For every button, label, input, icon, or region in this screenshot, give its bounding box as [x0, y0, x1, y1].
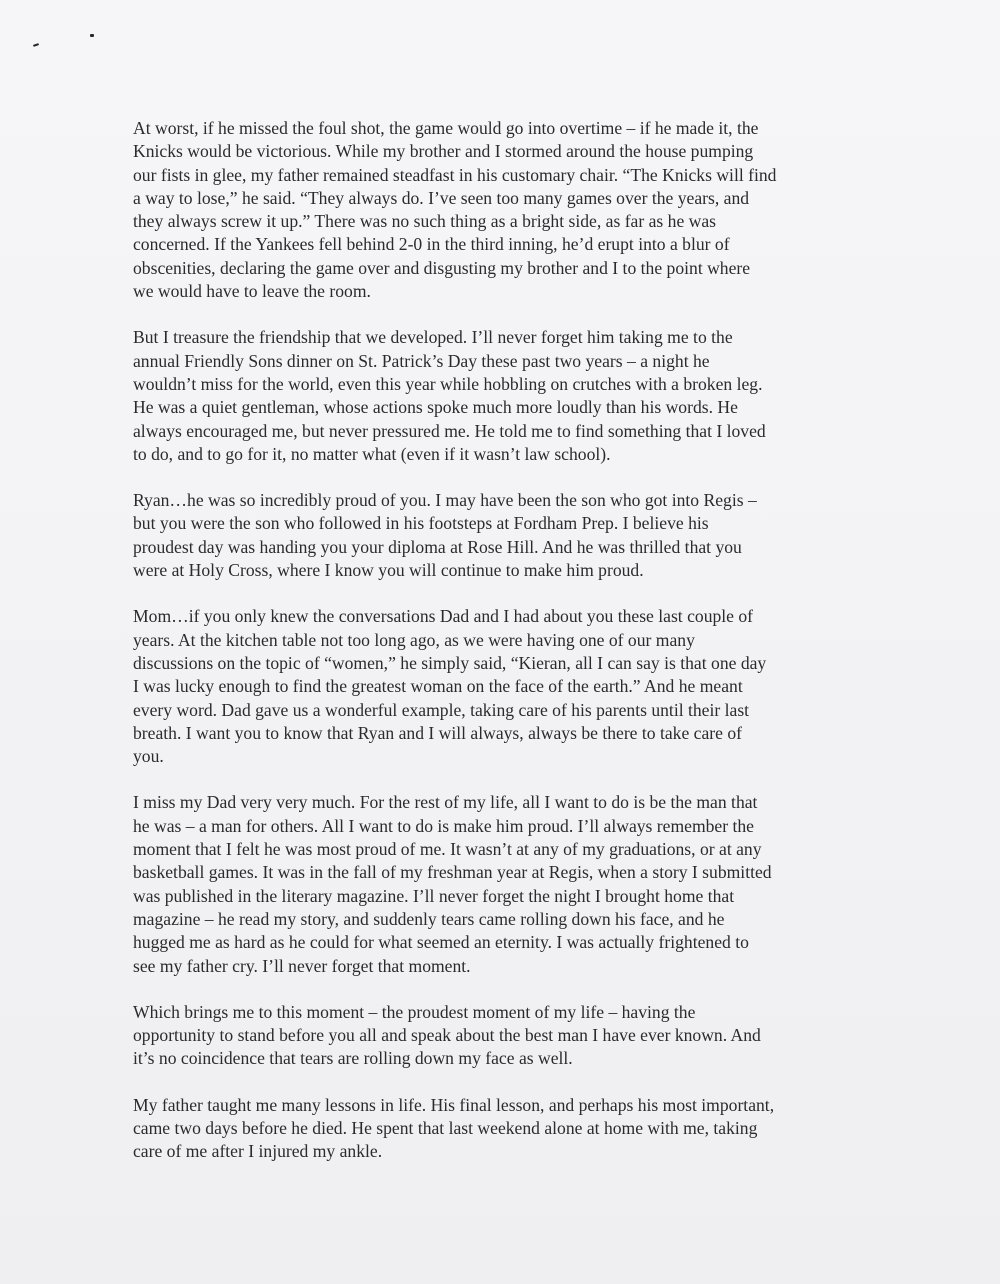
paragraph — [133, 489, 845, 582]
text-line: proudest day was handing you your diploma at Rose Hill. And he was thrilled that you — [133, 536, 742, 557]
paragraph — [133, 605, 845, 768]
text-line: came two days before he died. He spent that last weekend alone at home with me, taking — [133, 1117, 758, 1138]
text-line: annual Friendly Sons dinner on St. Patrick’s Day these past two years – a night he — [133, 350, 710, 371]
document-body — [133, 117, 845, 1164]
text-line: our fists in glee, my father remained steadfast in his customary chair. “The Knicks will find — [133, 164, 777, 185]
scan-speck — [90, 34, 94, 37]
text-line: opportunity to stand before you all and speak about the best man I have ever known. And — [133, 1025, 761, 1046]
text-line: Knicks would be victorious. While my brother and I stormed around the house pumping — [133, 141, 754, 162]
paragraph — [133, 1094, 845, 1164]
paragraph-spacer — [133, 768, 845, 791]
text-line: years. At the kitchen table not too long ago, as we were having one of our many — [133, 629, 695, 650]
text-line: moment that I felt he was most proud of me. It wasn’t at any of my graduations, or at any — [133, 839, 762, 860]
text-line: I miss my Dad very very much. For the rest of my life, all I want to do is be the man that — [133, 792, 758, 813]
text-line: he was – a man for others. All I want to do is make him proud. I’ll always remember the — [133, 815, 754, 836]
paragraph-spacer — [133, 1071, 845, 1094]
text-line: At worst, if he missed the foul shot, the game would go into overtime – if he made it, the — [133, 118, 759, 138]
text-line: we would have to leave the room. — [133, 281, 371, 302]
text-line: see my father cry. I’ll never forget that moment. — [133, 955, 471, 976]
text-line: My father taught me many lessons in life. His final lesson, and perhaps his most important, — [133, 1094, 775, 1115]
text-line: was published in the literary magazine. I’ll never forget the night I brought home that — [133, 885, 735, 906]
text-line: you. — [133, 746, 164, 767]
text-line: every word. Dad gave us a wonderful example, taking care of his parents until their last — [133, 699, 750, 720]
text-line: they always screw it up.” There was no such thing as a bright side, as far as he was — [133, 211, 717, 232]
text-line: But I treasure the friendship that we developed. I’ll never forget him taking me to the — [133, 327, 733, 348]
text-line: discussions on the topic of “women,” he simply said, “Kieran, all I can say is that one day — [133, 652, 767, 673]
text-line: Mom…if you only knew the conversations Dad and I had about you these last couple of — [133, 606, 754, 627]
paragraph-spacer — [133, 582, 845, 605]
text-line: care of me after I injured my ankle. — [133, 1141, 383, 1162]
text-line: to do, and to go for it, no matter what (even if it wasn’t law school). — [133, 443, 611, 464]
paragraph-spacer — [133, 466, 845, 489]
paragraph — [133, 1001, 845, 1071]
text-line: were at Holy Cross, where I know you will continue to make him proud. — [133, 560, 644, 581]
text-line: concerned. If the Yankees fell behind 2-0 in the third inning, he’d erupt into a blur of — [133, 234, 730, 255]
paragraph-spacer — [133, 978, 845, 1001]
paragraph-spacer — [133, 303, 845, 326]
text-line: it’s no coincidence that tears are rolling down my face as well. — [133, 1048, 573, 1069]
text-line: Which brings me to this moment – the proudest moment of my life – having the — [133, 1001, 696, 1022]
text-line: obscenities, declaring the game over and disgusting my brother and I to the point where — [133, 257, 751, 278]
text-line: always encouraged me, but never pressured me. He told me to find something that I loved — [133, 420, 766, 441]
text-line: a way to lose,” he said. “They always do. I’ve seen too many games over the years, and — [133, 187, 750, 208]
text-line: magazine – he read my story, and suddenly tears came rolling down his face, and he — [133, 908, 725, 929]
scan-speck — [33, 43, 39, 47]
text-line: He was a quiet gentleman, whose actions spoke much more loudly than his words. He — [133, 397, 738, 418]
text-line: I was lucky enough to find the greatest woman on the face of the earth.” And he meant — [133, 676, 743, 697]
text-line: wouldn’t miss for the world, even this year while hobbling on crutches with a broken leg. — [133, 373, 763, 394]
text-line: basketball games. It was in the fall of my freshman year at Regis, when a story I submitted — [133, 862, 772, 883]
text-line: but you were the son who followed in his footsteps at Fordham Prep. I believe his — [133, 513, 709, 534]
paragraph — [133, 117, 845, 303]
text-line: hugged me as hard as he could for what seemed an eternity. I was actually frightened to — [133, 932, 749, 953]
text-line: breath. I want you to know that Ryan and I will always, always be there to take care of — [133, 722, 743, 743]
paragraph — [133, 326, 845, 466]
text-line: Ryan…he was so incredibly proud of you. I may have been the son who got into Regis – — [133, 490, 757, 511]
paragraph — [133, 791, 845, 977]
